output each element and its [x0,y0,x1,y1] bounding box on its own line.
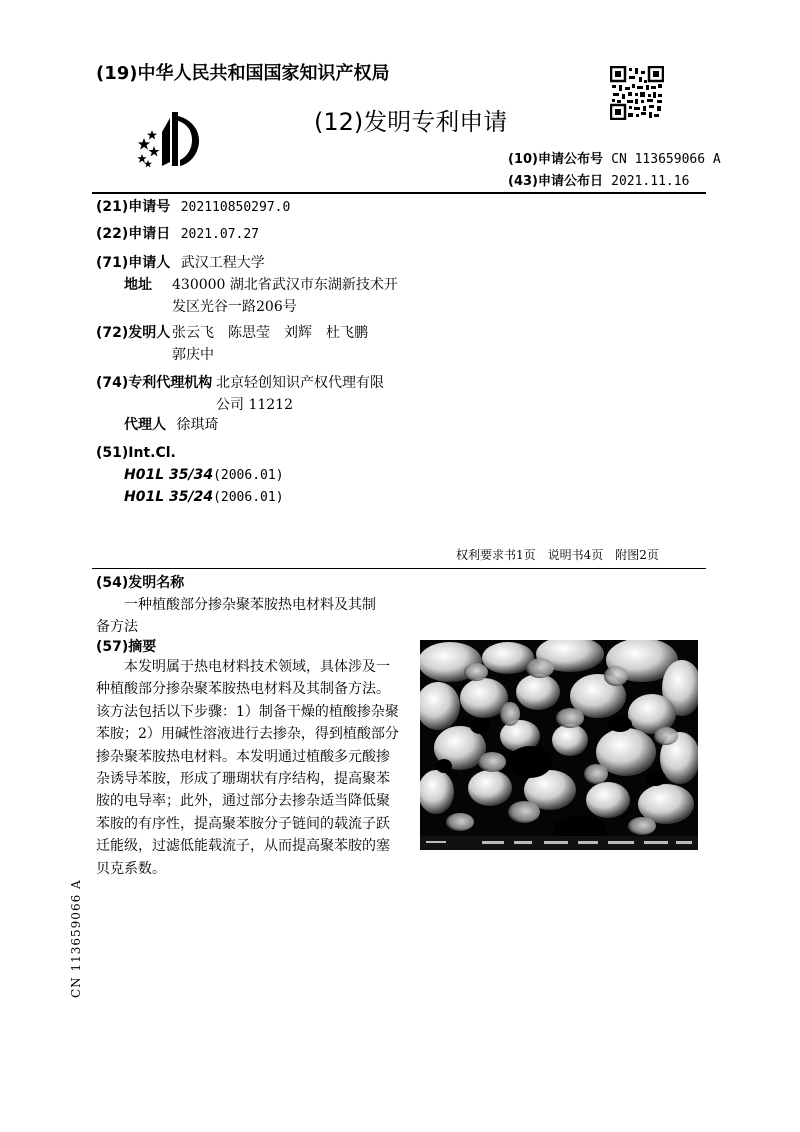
inventors-line-2: 郭庆中 [172,347,214,363]
application-number-value: 202110850297.0 [180,200,291,215]
side-publication-number: CN 113659066 A [69,879,83,998]
intcl-code: H01L 35/24 [124,489,214,505]
page-counts: 权利要求书1页 说明书4页 附图2页 [456,548,659,562]
document-type: (12)发明专利申请 [314,108,508,136]
agency-line-2: 公司 11212 [216,397,293,413]
sem-micrograph-image [420,640,698,850]
abstract-line: 该方法包括以下步骤：1）制备干燥的植酸掺杂聚 [96,703,399,720]
application-date-value: 2021.07.27 [180,227,260,242]
application-date-row [96,223,259,246]
publication-number-value: CN 113659066 A [611,152,721,167]
abstract-label: (57)摘要 [96,639,157,655]
address-label: 地址 [124,277,152,293]
publication-date-label: (43)申请公布日 [508,174,603,189]
qr-code-icon [610,66,664,120]
abstract-line: 迁能级，过滤低能载流子，从而提高聚苯胺的塞 [96,838,390,855]
abstract-line: 贝克系数。 [96,860,166,877]
abstract-line: 种植酸部分掺杂聚苯胺热电材料及其制备方法。 [96,681,390,698]
intcl-year: (2006.01) [213,468,284,483]
abstract-divider [92,568,706,569]
intcl-item [124,486,284,509]
intcl-code: H01L 35/34 [124,467,214,483]
inventors-label: (72)发明人 [96,325,171,341]
applicant-label: (71)申请人 [96,255,171,271]
agency-line-1: 北京轻创知识产权代理有限 [216,375,384,391]
title-label: (54)发明名称 [96,575,185,591]
publication-date-value: 2021.11.16 [611,174,690,189]
intcl-label: (51)Int.Cl. [96,445,176,461]
abstract-line: 苯胺；2）用碱性溶液进行去掺杂，得到植酸部分 [96,726,399,743]
intcl-year: (2006.01) [213,490,284,505]
address-line-2: 发区光谷一路206号 [172,299,297,315]
cnipa-logo-icon [132,108,208,170]
publication-number-row [508,150,721,170]
abstract-line: 掺杂聚苯胺热电材料。本发明通过植酸多元酸掺 [96,748,390,765]
abstract-text [96,656,408,880]
publication-date-row [508,172,689,192]
abstract-line: 胺的电导率；此外，通过部分去掺杂适当降低聚 [96,793,390,810]
abstract-line: 杂诱导苯胺，形成了珊瑚状有序结构，提高聚苯 [96,771,390,788]
invention-title-line-1: 一种植酸部分掺杂聚苯胺热电材料及其制 [124,597,376,613]
abstract-line: 本发明属于热电材料技术领域，具体涉及一 [124,659,390,675]
address-line-1: 430000 湖北省武汉市东湖新技术开 [172,277,398,293]
publication-number-label: (10)申请公布号 [508,152,603,167]
applicant-value: 武汉工程大学 [180,255,265,271]
office-name: (19)中华人民共和国国家知识产权局 [96,63,390,84]
inventors-line-1: 张云飞 陈思莹 刘辉 杜飞鹏 [172,325,368,341]
invention-title-line-2: 备方法 [96,619,138,635]
agency-label: (74)专利代理机构 [96,375,213,391]
agent-value: 徐琪琦 [176,417,219,433]
agent-row [124,414,218,436]
applicant-row [96,252,265,274]
intcl-item [124,464,284,487]
application-date-label: (22)申请日 [96,226,171,242]
abstract-line: 苯胺的有序性，提高聚苯胺分子链间的载流子跃 [96,815,390,832]
header-divider [92,192,706,194]
application-number-label: (21)申请号 [96,199,171,215]
application-number-row [96,196,290,219]
agent-label: 代理人 [124,417,166,433]
